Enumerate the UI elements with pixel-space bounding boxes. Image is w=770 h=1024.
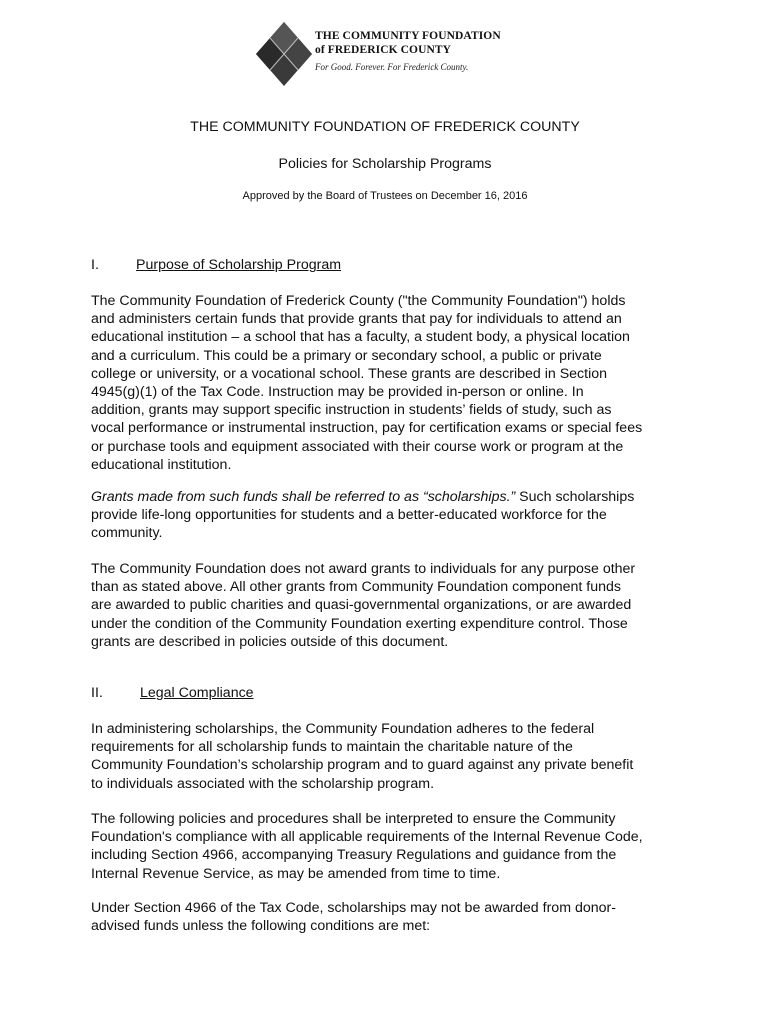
text-line: including Section 4966, accompanying Treasury Regulations and guidance from the	[91, 847, 617, 864]
foundation-logo	[254, 20, 501, 88]
text-line: grants are described in policies outside of this document.	[91, 633, 449, 650]
section-title: Legal Compliance	[140, 685, 254, 701]
text-line: community.	[91, 525, 163, 542]
text-line: The Community Foundation of Frederick County ("the Community Foundation") holds	[91, 293, 626, 309]
text-line: educational institution.	[91, 456, 232, 473]
text-line: advised funds unless the following conditions are met:	[91, 918, 431, 935]
diamond-logo-icon	[254, 20, 314, 88]
text-line: requirements for all scholarship funds to maintain the charitable nature of the	[91, 739, 573, 756]
text-line: 4945(g)(1) of the Tax Code. Instruction may be provided in-person or online. In	[91, 384, 584, 401]
logo-tagline: For Good. Forever. For Frederick County.	[315, 62, 469, 72]
text-line: The following policies and procedures shall be interpreted to ensure the Community	[91, 811, 616, 827]
text-line: to individuals associated with the scholarship program.	[91, 775, 435, 792]
text-line: or purchase tools and equipment associated with their course work or program at the	[91, 438, 624, 455]
approval-note: Approved by the Board of Trustees on December 16, 2016	[242, 190, 528, 202]
text-line: The Community Foundation does not award grants to individuals for any purpose other	[91, 561, 636, 577]
text-line: Foundation's compliance with all applicable requirements of the Internal Revenue Code,	[91, 829, 643, 846]
text-line: Internal Revenue Service, as may be amended from time to time.	[91, 865, 501, 882]
text-line: Under Section 4966 of the Tax Code, scholarships may not be awarded from donor-	[91, 900, 616, 916]
text-line	[91, 488, 691, 506]
lead-rest: Such scholarships	[515, 489, 635, 505]
paragraph	[91, 720, 691, 793]
text-line: under the condition of the Community Foundation exerting expenditure control. Those	[91, 615, 628, 632]
text-line: than as stated above. All other grants from Community Foundation component funds	[91, 579, 621, 596]
paragraph	[91, 899, 691, 935]
text-line: vocal performance or instrumental instruction, pay for certification exams or special fees	[91, 420, 643, 437]
paragraph	[91, 560, 691, 651]
logo-name-line1: THE COMMUNITY FOUNDATION	[315, 30, 501, 42]
document-subtitle: Policies for Scholarship Programs	[278, 156, 492, 172]
text-line: and administers certain funds that provide grants that pay for individuals to attend an	[91, 311, 622, 328]
text-line: are awarded to public charities and quasi-governmental organizations, or are awarded	[91, 597, 632, 614]
text-line: addition, grants may support specific instruction in students’ fields of study, such as	[91, 402, 612, 419]
paragraph	[91, 292, 691, 474]
section-number: I.	[91, 257, 99, 273]
section-title: Purpose of Scholarship Program	[136, 257, 342, 273]
section-number: II.	[91, 685, 103, 701]
italic-lead: Grants made from such funds shall be referred to as “scholarships.”	[91, 489, 516, 505]
document-title: THE COMMUNITY FOUNDATION OF FREDERICK COUNTY	[190, 119, 580, 135]
text-line: and a curriculum. This could be a primary or secondary school, a public or private	[91, 347, 602, 364]
logo-name-line2: of FREDERICK COUNTY	[315, 44, 452, 56]
text-line: college or university, or a vocational school. These grants are described in Section	[91, 365, 608, 382]
text-line: provide life-long opportunities for students and a better-educated workforce for the	[91, 507, 607, 524]
text-line: Community Foundation’s scholarship program and to guard against any private benefit	[91, 757, 634, 774]
text-line: In administering scholarships, the Community Foundation adheres to the federal	[91, 721, 595, 737]
paragraph	[91, 810, 691, 883]
text-line: educational institution – a school that has a faculty, a student body, a physical location	[91, 329, 630, 346]
paragraph	[91, 488, 691, 543]
